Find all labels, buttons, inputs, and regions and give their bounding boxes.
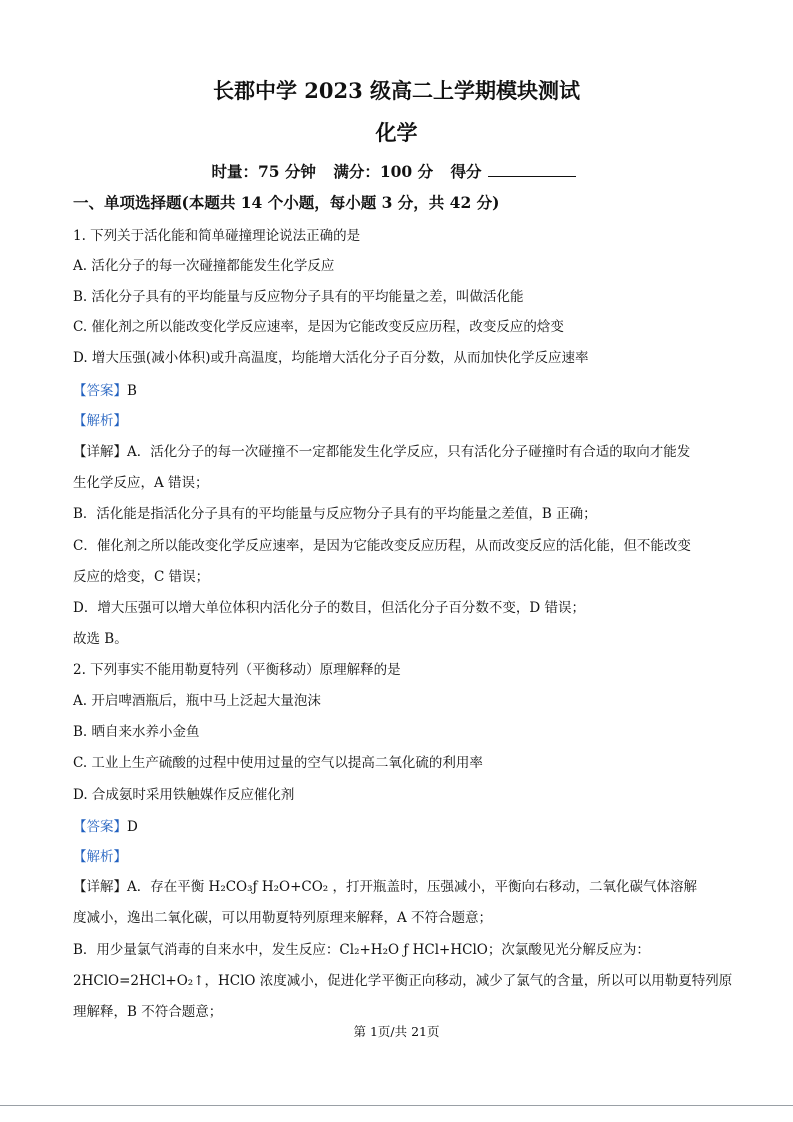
score-label: 得分 — [450, 162, 482, 181]
section-heading: 一、单项选择题(本题共 14 个小题，每小题 3 分，共 42 分) — [73, 193, 500, 212]
question-1-detail-line: B．活化能是指活化分子具有的平均能量与反应物分子具有的平均能量之差值，B 正确； — [73, 506, 597, 522]
detail-text: A．存在平衡 H₂CO₃ƒ H₂O+CO₂ ，打开瓶盖时，压强减小，平衡向右移动，二氧化碳气体溶解 — [127, 879, 697, 895]
question-2-detail-line: 理解释，B 不符合题意； — [73, 1004, 223, 1020]
question-2-option-c: C. 工业上生产硫酸的过程中使用过量的空气以提高二氧化硫的利用率 — [73, 755, 483, 771]
question-1-option-a: A. 活化分子的每一次碰撞都能发生化学反应 — [73, 258, 335, 274]
page-bottom-divider — [0, 1105, 793, 1106]
full-score: 满分：100 分 — [333, 162, 434, 181]
question-1-conclusion: 故选 B。 — [73, 631, 128, 647]
question-2-option-b: B. 晒自来水养小金鱼 — [73, 724, 200, 740]
question-1-detail-line: 生化学反应，A 错误； — [73, 475, 209, 491]
question-1-detail-line — [73, 442, 723, 462]
question-1-option-d: D. 增大压强(减小体积)或升高温度，均能增大活化分子百分数，从而加快化学反应速率 — [73, 350, 589, 366]
question-1-analysis-tag — [73, 411, 723, 431]
answer-tag: 【答案】 — [73, 383, 127, 399]
question-2-detail-line: 度减小，逸出二氧化碳，可以用勒夏特列原理来解释，A 不符合题意； — [73, 910, 493, 926]
answer-value: B — [127, 383, 137, 399]
question-2-detail-line — [73, 877, 723, 897]
score-blank — [488, 161, 576, 177]
detail-text: A．活化分子的每一次碰撞不一定都能发生化学反应，只有活化分子碰撞时有合适的取向才能发 — [127, 444, 691, 460]
question-1-detail-line: D．增大压强可以增大单位体积内活化分子的数目，但活化分子百分数不变，D 错误； — [73, 600, 585, 616]
page-footer: 第 1页/共 21页 — [353, 1024, 440, 1039]
question-2-answer — [73, 817, 723, 837]
question-2-analysis-tag — [73, 847, 723, 867]
question-1-answer — [73, 381, 723, 401]
question-1-option-b: B. 活化分子具有的平均能量与反应物分子具有的平均能量之差，叫做活化能 — [73, 289, 524, 305]
analysis-tag: 【解析】 — [73, 849, 127, 865]
question-2-detail-line: B．用少量氯气消毒的自来水中，发生反应：Cl₂+H₂O ƒ HCl+HClO；次氯酸见光分解反应为： — [73, 942, 650, 958]
subject-title: 化学 — [375, 120, 418, 145]
question-1-detail-line: 反应的焓变，C 错误； — [73, 569, 210, 585]
question-2-option-d: D. 合成氨时采用铁触媒作反应催化剂 — [73, 787, 295, 803]
exam-meta — [0, 161, 793, 183]
answer-tag: 【答案】 — [73, 819, 127, 835]
document-title: 长郡中学 2023 级高二上学期模块测试 — [212, 78, 581, 103]
question-1-option-c: C. 催化剂之所以能改变化学反应速率，是因为它能改变反应历程，改变反应的焓变 — [73, 319, 564, 335]
detail-tag: 【详解】 — [73, 444, 127, 460]
answer-value: D — [127, 819, 138, 835]
question-2-option-a: A. 开启啤酒瓶后，瓶中马上泛起大量泡沫 — [73, 693, 321, 709]
question-1-detail-line: C．催化剂之所以能改变化学反应速率，是因为它能改变反应历程，从而改变反应的活化能，但不能改变 — [73, 538, 691, 554]
time-limit: 时量：75 分钟 — [211, 162, 316, 181]
score-field — [451, 162, 582, 181]
question-1-stem: 1. 下列关于活化能和简单碰撞理论说法正确的是 — [73, 228, 361, 244]
question-2-stem: 2. 下列事实不能用勒夏特列（平衡移动）原理解释的是 — [73, 662, 401, 678]
analysis-tag: 【解析】 — [73, 413, 127, 429]
question-2-detail-line: 2HClO=2HCl+O₂↑，HClO 浓度减小，促进化学平衡正向移动，减少了氯气的含量，所以可以用勒夏特列原 — [73, 973, 733, 989]
detail-tag: 【详解】 — [73, 879, 127, 895]
